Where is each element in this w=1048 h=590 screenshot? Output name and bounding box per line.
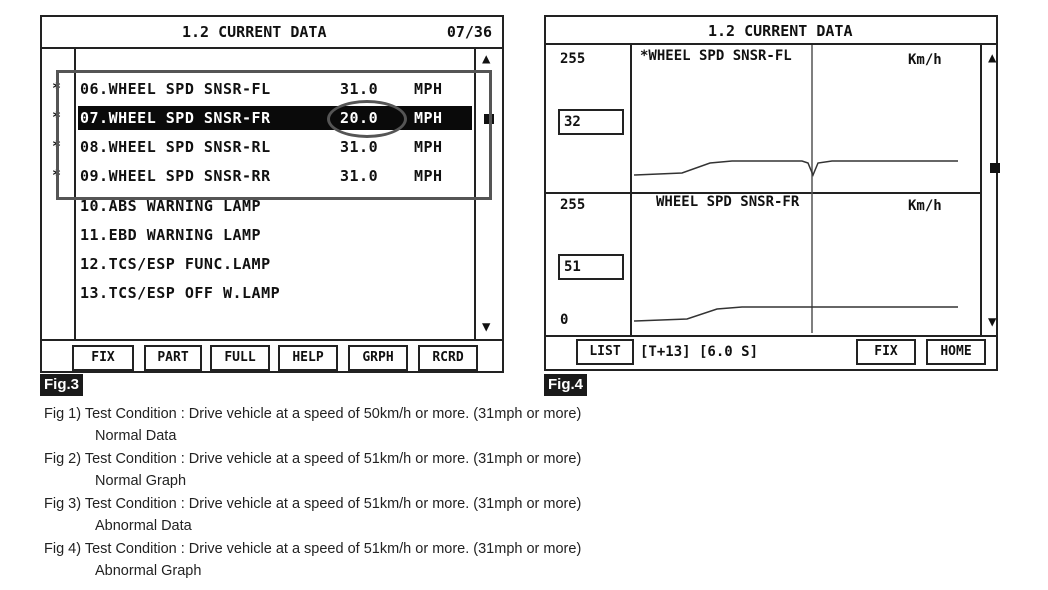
- waveform-plots: [632, 45, 980, 335]
- highlight-box: [56, 70, 492, 200]
- fig3-softkey-bar: [42, 343, 502, 371]
- caption-subline: Abnormal Graph: [95, 563, 202, 579]
- caption-subline: Normal Data: [95, 428, 177, 444]
- fig3-star-marker: *: [52, 166, 62, 184]
- scroll-down-icon[interactable]: ▼: [482, 319, 491, 335]
- fig3-page-indicator: 07/36: [446, 23, 492, 41]
- row-value: 20.0: [340, 109, 379, 127]
- fig3-bottom-rule: [42, 339, 502, 341]
- scroll-thumb-icon[interactable]: [990, 163, 1000, 173]
- graph2-trace: [634, 307, 958, 321]
- row-label: 08.WHEEL SPD SNSR-RL: [80, 138, 271, 156]
- fix-button[interactable]: FIX: [72, 345, 134, 371]
- graph2-min-label: 0: [560, 312, 569, 328]
- row-label: 10.ABS WARNING LAMP: [80, 197, 262, 215]
- caption-line: Fig 1) Test Condition : Drive vehicle at a speed of 50km/h or more. (31mph or more): [44, 406, 582, 422]
- part-button[interactable]: PART: [144, 345, 202, 371]
- fig3-star-marker: *: [52, 108, 62, 126]
- fig4-title-bar: [546, 17, 996, 45]
- fig3-label: Fig.3: [40, 374, 83, 396]
- graph1-trace: [634, 161, 958, 175]
- graph1-max-label: 255: [560, 51, 586, 67]
- caption-line: Fig 3) Test Condition : Drive vehicle at a speed of 51km/h or more. (31mph or more): [44, 496, 582, 512]
- scroll-up-icon[interactable]: ▲: [988, 50, 997, 66]
- row-unit: MPH: [414, 109, 443, 127]
- caption-line: Fig 4) Test Condition : Drive vehicle at a speed of 51km/h or more. (31mph or more): [44, 541, 582, 557]
- scroll-up-icon[interactable]: ▲: [482, 51, 491, 67]
- time-info: [T+13] [6.0 S]: [640, 344, 759, 360]
- home-button[interactable]: HOME: [926, 339, 986, 365]
- fig4-label: Fig.4: [544, 374, 587, 396]
- fig3-title-bar: [42, 17, 502, 49]
- graph1-current-value: 32: [558, 109, 624, 135]
- graph1-unit: Km/h: [908, 52, 942, 68]
- row-unit: MPH: [414, 167, 443, 185]
- row-unit: MPH: [414, 80, 443, 98]
- row-label: 11.EBD WARNING LAMP: [80, 226, 262, 244]
- graph-button[interactable]: GRPH: [348, 345, 408, 371]
- row-unit: MPH: [414, 138, 443, 156]
- data-row-tcs-func-lamp[interactable]: [78, 252, 472, 276]
- graph1-signal-name: *WHEEL SPD SNSR-FL: [640, 48, 792, 64]
- caption-subline: Normal Graph: [95, 473, 187, 489]
- row-label: 13.TCS/ESP OFF W.LAMP: [80, 284, 281, 302]
- graph2-current-value: 51: [558, 254, 624, 280]
- row-label: 12.TCS/ESP FUNC.LAMP: [80, 255, 271, 273]
- data-row-ebd-lamp[interactable]: [78, 223, 472, 247]
- graph2-max-label: 255: [560, 197, 586, 213]
- scroll-down-icon[interactable]: ▼: [988, 314, 997, 330]
- graph-scroll-rule: [980, 43, 982, 335]
- fig4-scan-tool-graph: [544, 15, 998, 371]
- row-value: 31.0: [340, 80, 379, 98]
- graph2-signal-name: WHEEL SPD SNSR-FR: [656, 194, 800, 210]
- fig3-star-marker: *: [52, 137, 62, 155]
- record-button[interactable]: RCRD: [418, 345, 478, 371]
- fix-button[interactable]: FIX: [856, 339, 916, 365]
- fig3-star-marker: *: [52, 79, 62, 97]
- caption-line: Fig 2) Test Condition : Drive vehicle at a speed of 51km/h or more. (31mph or more): [44, 451, 582, 467]
- row-label: 07.WHEEL SPD SNSR-FR: [80, 109, 271, 127]
- row-label: 09.WHEEL SPD SNSR-RR: [80, 167, 271, 185]
- row-value: 31.0: [340, 167, 379, 185]
- fig3-title: 1.2 CURRENT DATA: [182, 23, 327, 41]
- fig4-title: 1.2 CURRENT DATA: [708, 22, 853, 40]
- graph-bottom-rule: [546, 335, 996, 337]
- caption-subline: Abnormal Data: [95, 518, 192, 534]
- list-button[interactable]: LIST: [576, 339, 634, 365]
- help-button[interactable]: HELP: [278, 345, 338, 371]
- abnormal-value-circle: [327, 100, 407, 138]
- full-button[interactable]: FULL: [210, 345, 270, 371]
- row-value: 31.0: [340, 138, 379, 156]
- data-row-tcs-off-lamp[interactable]: [78, 281, 472, 305]
- graph2-unit: Km/h: [908, 198, 942, 214]
- row-label: 06.WHEEL SPD SNSR-FL: [80, 80, 271, 98]
